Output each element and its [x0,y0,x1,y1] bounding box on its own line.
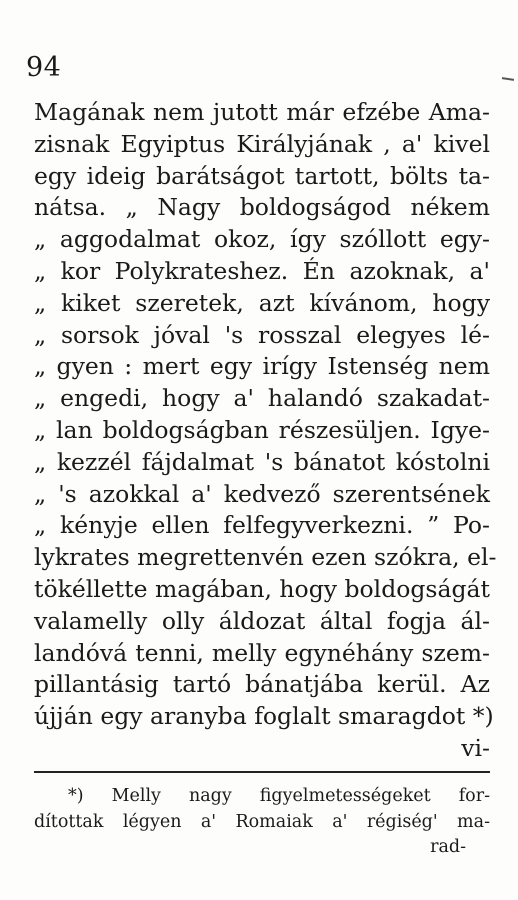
footnote-catchword: rad- [430,837,466,857]
text-line: landóvá tenni, melly egynéhány szem- [34,638,490,667]
footnote [34,784,490,861]
text-line: nátsa. „ Nagy boldogságod nékem [34,193,490,222]
text-line: „ lan boldogságban részesüljen. Igye- [34,415,490,444]
footnote-line: *) Melly nagy figyelmetességeket for- [68,786,490,806]
text-line: „ kényje ellen felfegyverkezni. ” Po- [34,511,490,540]
text-line: „ aggodalmat okoz, így szóllott egy- [34,225,490,254]
catchword: vi- [461,733,490,762]
text-line: „ sorsok jóval 's rosszal elegyes lé- [34,320,490,349]
text-line: lykrates megrettenvén ezen szókra, el- [34,543,497,572]
text-line: „ 's azokkal a' kedvező szerentsének [34,479,490,508]
text-line: tökéllette magában, hogy boldogságát [34,574,491,603]
text-line: valamelly olly áldozat által fogja ál- [34,606,490,635]
page-number: 94 [26,52,62,83]
text-line: zisnak Egyiptus Királyjának , a' kivel [34,129,490,158]
footnote-rule [34,771,490,773]
text-line: „ gyen : mert egy irígy Istenség nem [34,352,490,381]
text-line: pillantásig tartó bánatjába kerül. Az [34,670,490,699]
margin-mark [502,77,514,81]
text-line: egy ideig barátságot tartott, bölts ta- [34,161,490,190]
text-line: „ kiket szeretek, azt kívánom, hogy [34,288,490,317]
text-line: „ kezzél fájdalmat 's bánatot kóstolni [34,447,490,476]
footnote-line: dítottak légyen a' Romaiak a' régiség' ma- [34,811,490,832]
text-line: „ kor Polykrateshez. Én azoknak, a' [34,256,490,285]
text-line: „ engedi, hogy a' halandó szakadat- [34,384,490,413]
text-line: újján egy aranyba foglalt smaragdot *) [34,702,494,731]
text-line: Magának nem jutott már efzébe Ama- [34,98,490,126]
main-text [34,97,497,765]
